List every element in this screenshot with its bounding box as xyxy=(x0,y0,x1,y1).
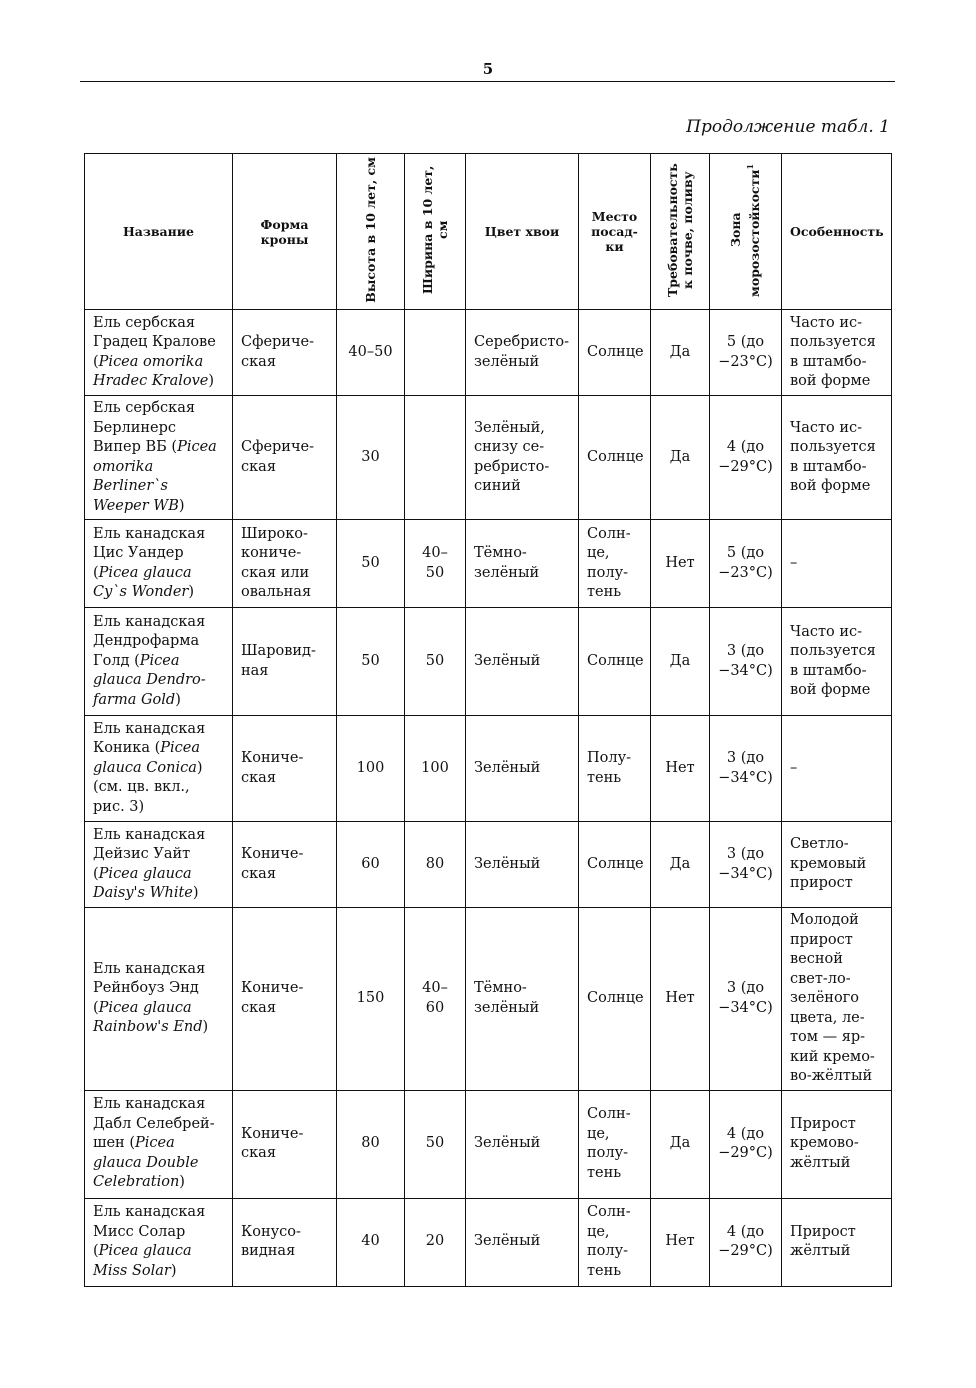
name-latin: Picea glauca Rainbow's End xyxy=(93,999,203,1036)
cell-crown-shape: Широко-кониче-ская или овальная xyxy=(233,520,337,608)
table-row xyxy=(85,822,892,908)
cell-soil-demand: Да xyxy=(651,822,710,908)
name-russian: Ель канадская Рейнбоуз Энд xyxy=(93,960,206,997)
cell-height: 150 xyxy=(337,908,405,1091)
table-row xyxy=(85,716,892,822)
cell-crown-shape: Сфериче-ская xyxy=(233,310,337,396)
cell-name: Ель сербская Берлинерс Випер ВБ (Picea omorika Berliner`s Weeper WB) xyxy=(85,396,233,520)
cell-crown-shape: Конусо-видная xyxy=(233,1198,337,1286)
header-row xyxy=(85,154,892,310)
cell-name: Ель канадская Коника (Picea glauca Conica) (см. цв. вкл., рис. 3) xyxy=(85,716,233,822)
cell-width: 50 xyxy=(405,1090,466,1198)
cell-planting-site: Солнце xyxy=(579,908,651,1091)
name-russian: Ель сербская Берлинерс Випер ВБ xyxy=(93,400,195,455)
cell-width xyxy=(405,396,466,520)
cell-name: Ель канадская Дейзис Уайт (Picea glauca Daisy's White) xyxy=(85,822,233,908)
cell-soil-demand: Да xyxy=(651,310,710,396)
cell-planting-site: Солнце xyxy=(579,310,651,396)
cell-soil-demand: Нет xyxy=(651,520,710,608)
cell-crown-shape: Кониче-ская xyxy=(233,908,337,1091)
cell-needle-color: Зелёный xyxy=(466,822,579,908)
table-row xyxy=(85,1198,892,1286)
header-zone-label xyxy=(728,157,762,303)
cell-feature: Прирост жёлтый xyxy=(782,1198,892,1286)
header-feature: Особенность xyxy=(782,154,892,310)
cell-name: Ель канадская Цис Уандер (Picea glauca Cy`s Wonder) xyxy=(85,520,233,608)
cell-crown-shape: Шаровид-ная xyxy=(233,608,337,716)
header-crown: Форма кроны xyxy=(233,154,337,310)
table-row xyxy=(85,608,892,716)
cell-hardiness-zone: 3 (до −34°С) xyxy=(710,822,782,908)
cell-hardiness-zone: 4 (до −29°С) xyxy=(710,1198,782,1286)
header-rule xyxy=(80,81,895,82)
cell-feature: Часто ис-пользуется в штамбо-вой форме xyxy=(782,396,892,520)
cell-height: 50 xyxy=(337,520,405,608)
header-name: Название xyxy=(85,154,233,310)
cell-planting-site: Солнце xyxy=(579,608,651,716)
cell-planting-site: Солн-це, полу-тень xyxy=(579,1090,651,1198)
name-note: (см. цв. вкл., рис. 3) xyxy=(93,779,190,815)
cell-needle-color: Зелёный xyxy=(466,1198,579,1286)
table-row xyxy=(85,396,892,520)
header-zone-footnote: 1 xyxy=(745,163,756,170)
cell-feature: – xyxy=(782,520,892,608)
cell-feature: Светло-кремовый прирост xyxy=(782,822,892,908)
cell-soil-demand: Да xyxy=(651,1090,710,1198)
cell-width: 20 xyxy=(405,1198,466,1286)
cell-crown-shape: Кониче-ская xyxy=(233,1090,337,1198)
cell-crown-shape: Кониче-ская xyxy=(233,822,337,908)
cell-needle-color: Тёмно-зелёный xyxy=(466,520,579,608)
name-russian: Ель канадская Дейзис Уайт xyxy=(93,826,206,862)
cell-soil-demand: Да xyxy=(651,608,710,716)
cell-height: 60 xyxy=(337,822,405,908)
cell-soil-demand: Нет xyxy=(651,908,710,1091)
cell-planting-site: Солнце xyxy=(579,822,651,908)
cell-hardiness-zone: 4 (до −29°С) xyxy=(710,396,782,520)
cell-feature: Часто ис-пользуется в штамбо-вой форме xyxy=(782,310,892,396)
cell-planting-site: Солн-це, полу-тень xyxy=(579,1198,651,1286)
name-latin: Picea glauca Double Celebration xyxy=(93,1135,199,1191)
cell-width: 80 xyxy=(405,822,466,908)
name-latin: Picea omorika Berliner`s Weeper WB xyxy=(93,439,217,514)
cell-soil-demand: Нет xyxy=(651,1198,710,1286)
cell-hardiness-zone: 3 (до −34°С) xyxy=(710,908,782,1091)
cell-planting-site: Солнце xyxy=(579,396,651,520)
name-latin: Picea glauca Conica xyxy=(93,740,201,776)
page-number: 5 xyxy=(482,60,494,78)
cell-crown-shape: Кониче-ская xyxy=(233,716,337,822)
cell-soil-demand: Нет xyxy=(651,716,710,822)
cell-height: 80 xyxy=(337,1090,405,1198)
cell-hardiness-zone: 3 (до −34°С) xyxy=(710,608,782,716)
cell-name: Ель канадская Дендрофарма Голд (Picea glauca Dendro-farma Gold) xyxy=(85,608,233,716)
cell-feature: Часто ис-пользуется в штамбо-вой форме xyxy=(782,608,892,716)
header-needle-color: Цвет хвои xyxy=(466,154,579,310)
cell-name: Ель канадская Дабл Селебрей-шен (Picea glauca Double Celebration) xyxy=(85,1090,233,1198)
cell-needle-color: Зелёный xyxy=(466,1090,579,1198)
cell-needle-color: Зелёный, снизу се-ребристо-синий xyxy=(466,396,579,520)
cell-width: 40–60 xyxy=(405,908,466,1091)
header-width-label: Ширина в 10 лет, см xyxy=(420,165,450,295)
cell-planting-site: Полу-тень xyxy=(579,716,651,822)
name-russian: Ель канадская Коника xyxy=(93,720,206,757)
cell-hardiness-zone: 3 (до −34°С) xyxy=(710,716,782,822)
name-russian: Ель канадская Цис Уандер xyxy=(93,525,206,561)
name-latin: Picea glauca Daisy's White xyxy=(93,865,193,901)
cell-feature: – xyxy=(782,716,892,822)
cell-crown-shape: Сфериче-ская xyxy=(233,396,337,520)
cell-height: 40–50 xyxy=(337,310,405,396)
header-soil xyxy=(651,154,710,310)
cell-name: Ель сербская Градец Кралове (Picea omorika Hradec Kralove) xyxy=(85,310,233,396)
name-russian: Ель канадская Дабл Селебрей-шен xyxy=(93,1096,215,1152)
cell-width: 100 xyxy=(405,716,466,822)
cell-height: 100 xyxy=(337,716,405,822)
cell-width: 50 xyxy=(405,608,466,716)
header-soil-label: Требовательность к почве, поливу xyxy=(665,163,695,297)
cell-height: 40 xyxy=(337,1198,405,1286)
name-latin: Picea omorika Hradec Kralove xyxy=(93,353,209,389)
cell-needle-color: Зелёный xyxy=(466,608,579,716)
table-row xyxy=(85,310,892,396)
name-russian: Ель канадская Мисс Солар xyxy=(93,1204,206,1240)
name-latin: Picea glauca Cy`s Wonder xyxy=(93,564,192,600)
cell-planting-site: Солн-це, полу-тень xyxy=(579,520,651,608)
spruce-table xyxy=(84,153,892,1287)
cell-hardiness-zone: 5 (до −23°С) xyxy=(710,310,782,396)
header-height xyxy=(337,154,405,310)
cell-height: 30 xyxy=(337,396,405,520)
cell-needle-color: Зелёный xyxy=(466,716,579,822)
header-height-label: Высота в 10 лет, см xyxy=(363,157,378,303)
cell-feature: Прирост кремово-жёлтый xyxy=(782,1090,892,1198)
cell-hardiness-zone: 4 (до −29°С) xyxy=(710,1090,782,1198)
table-caption: Продолжение табл. 1 xyxy=(686,117,890,137)
cell-width xyxy=(405,310,466,396)
cell-hardiness-zone: 5 (до −23°С) xyxy=(710,520,782,608)
name-latin: Picea glauca Dendro-farma Gold xyxy=(93,652,206,708)
header-site: Место посад-ки xyxy=(579,154,651,310)
name-russian: Ель канадская Дендрофарма Голд xyxy=(93,613,206,669)
name-latin: Picea glauca Miss Solar xyxy=(93,1243,192,1279)
cell-soil-demand: Да xyxy=(651,396,710,520)
cell-name: Ель канадская Мисс Солар (Picea glauca Miss Solar) xyxy=(85,1198,233,1286)
cell-width: 40–50 xyxy=(405,520,466,608)
header-zone xyxy=(710,154,782,310)
name-russian: Ель сербская Градец Кралове xyxy=(93,314,216,350)
header-width xyxy=(405,154,466,310)
table-row xyxy=(85,1090,892,1198)
table-row xyxy=(85,908,892,1091)
cell-name: Ель канадская Рейнбоуз Энд (Picea glauca Rainbow's End) xyxy=(85,908,233,1091)
cell-feature: Молодой прирост весной свет-ло-зелёного цвета, ле-том — яр-кий кремо-во-жёлтый xyxy=(782,908,892,1091)
cell-needle-color: Серебристо-зелёный xyxy=(466,310,579,396)
header-zone-text: Зона морозостойкости xyxy=(728,169,763,297)
cell-height: 50 xyxy=(337,608,405,716)
cell-needle-color: Тёмно-зелёный xyxy=(466,908,579,1091)
table-row xyxy=(85,520,892,608)
